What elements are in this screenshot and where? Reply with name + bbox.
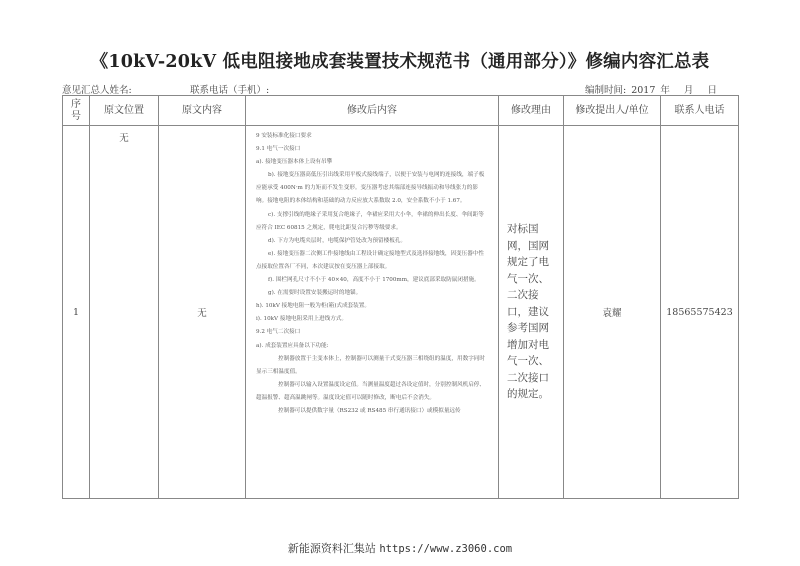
cell-proposer: 袁耀 [564, 126, 661, 499]
col-header-modified-content: 修改后内容 [246, 96, 499, 126]
cell-original-content: 无 [159, 126, 246, 499]
content-line: 控制器可以提供数字量（RS232 或 RS485 串行通讯接口）或模拟量远传 [278, 407, 461, 414]
table-row [63, 126, 739, 499]
content-line: 9.1 电气一次接口 [256, 146, 301, 153]
content-line: a). 成套装置应具备以下功能: [256, 342, 329, 349]
content-line: a). 接地变压器本体上设有吊攀 [256, 159, 333, 166]
summarizer-name-label: 意见汇总人姓名: [62, 85, 132, 96]
compile-date [585, 82, 717, 96]
cell-index: 1 [63, 126, 90, 499]
document-title: 《10kV-20kV 低电阻接地成套装置技术规范书（通用部分）》修编内容汇总表 [90, 52, 710, 72]
content-line: 控制器放置于主变本体上，控制器可以测量干式变压器三相绕组的温度，用数字同时显示三相温度值。 [256, 355, 485, 375]
content-line: c). 支撑引线的绝缘子采用复合绝缘子，伞裙应采用大小伞，伞裙的伸出长度、伞间距等应符合 IEC 60815 之规定，爬电比距复合污秽等级要求。 [256, 211, 484, 231]
compile-date-day: 日 [707, 85, 717, 96]
content-line: 9 安装标准化接口要求 [256, 133, 312, 139]
content-line: h). 10kV 接地电阻一般为柜(箱)式成套装置。 [256, 303, 370, 310]
footer-site-name: 新能源资料汇集站 [287, 542, 376, 555]
col-header-proposer: 修改提出人/单位 [564, 96, 661, 126]
footer-url[interactable]: https://www.z3060.com [379, 543, 513, 555]
footer-watermark [0, 540, 800, 556]
cell-modified-content [246, 126, 499, 499]
content-line: b). 接地变压器高低压引出线采用平板式接线端子，以便于安装与电网的连接线，端子板应能承受 400N·m 的力矩而不发生变形。变压器考虑其端部连接导线振动和导线张力的影响。接地电阻的本体结构和基础的动力反应放大系数取 2.0，安全系数不小于 1.67。 [256, 172, 485, 205]
content-line: 9.2 电气二次接口 [256, 329, 301, 336]
col-header-reason: 修改理由 [499, 96, 564, 126]
col-header-original-position: 原文位置 [90, 96, 159, 126]
cell-reason: 对标国网，国网规定了电气一次、二次接口，建议参考国网增加对电气一次、二次接口的规定。 [499, 126, 564, 499]
compile-date-year: 编制时间: 2017 年 [585, 85, 670, 96]
col-header-index: 序号 [63, 96, 90, 126]
revision-summary-table [62, 95, 739, 499]
content-line: e). 接地变压器二次侧工作接地线由工程设计确定接地型式及选择接地线，因变压器中性点接取位置各厂不同，本次建议按在变压器上部接取。 [256, 250, 485, 270]
compile-date-month: 月 [683, 85, 694, 96]
cell-original-position: 无 [90, 126, 159, 499]
col-header-original-content: 原文内容 [159, 96, 246, 126]
table-header-row [63, 96, 739, 126]
cell-contact-phone: 18565575423 [661, 126, 739, 499]
content-line: i). 10kV 接地电阻采用上进线方式。 [256, 316, 347, 323]
content-line: 控制器可以输入设置温度设定值。当测量温度超过各设定值时，分别控制风机启停、超温报警、超高温跳闸等。温度设定值可以随时修改，断电后不会消失。 [256, 381, 485, 401]
content-line: d). 下方为电缆夹层时，电缆保护管处改为预留楼板孔。 [268, 237, 406, 244]
content-line: g). 在需要时设置安装搬运时的地锚。 [268, 290, 362, 297]
contact-phone-label: 联系电话（手机）: [190, 85, 270, 96]
col-header-contact-phone: 联系人电话 [661, 96, 739, 126]
content-line: f). 围栏网孔尺寸不小于 40×40，高度不小于 1700mm，建议底部采取防鼠闭措施。 [268, 277, 480, 284]
